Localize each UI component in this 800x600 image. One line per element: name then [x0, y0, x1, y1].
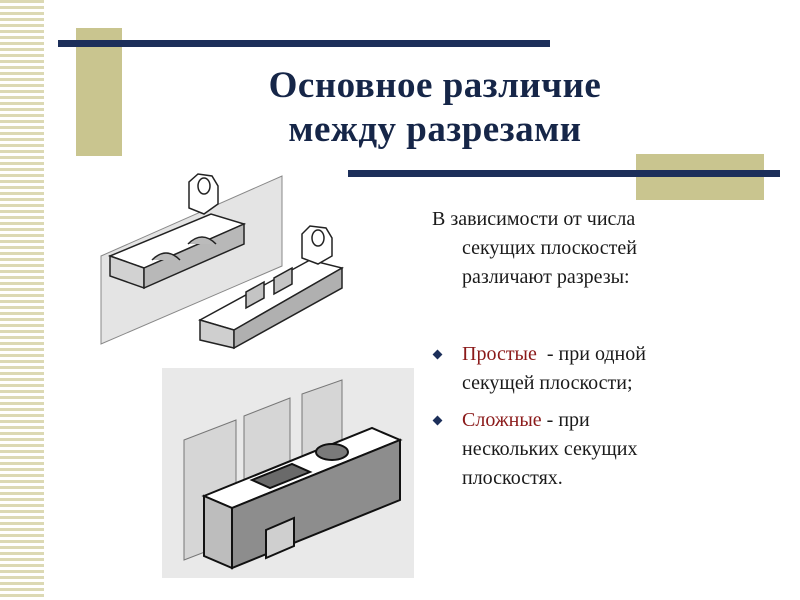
- intro-line-1: В зависимости от числа: [432, 208, 636, 230]
- intro-text: [424, 205, 754, 292]
- list-item-complex: [434, 406, 764, 493]
- simple-desc-line-1: - при одной: [536, 343, 646, 365]
- slide-title: [200, 64, 670, 152]
- complex-desc-line-1: - при: [541, 409, 590, 431]
- decor-olive-block-right: [636, 154, 764, 200]
- diamond-bullet-icon: [433, 350, 443, 360]
- decor-navy-line-right: [348, 170, 780, 177]
- simple-section-illustration: [96, 148, 346, 358]
- complex-desc-line-2: нескольких секущих: [462, 438, 638, 460]
- simple-desc-line-2: секущей плоскости;: [462, 372, 633, 394]
- title-line-1: Основное различие: [268, 65, 602, 106]
- list-item-simple: [434, 340, 764, 398]
- term-complex: Сложные: [462, 409, 542, 431]
- title-line-2: между разрезами: [288, 109, 582, 150]
- intro-line-2: секущих плоскостей: [462, 237, 637, 259]
- complex-desc-line-3: плоскостях.: [462, 467, 563, 489]
- left-striped-margin: [0, 0, 44, 600]
- intro-line-3: различают разрезы:: [462, 266, 630, 288]
- complex-section-illustration: [162, 368, 414, 578]
- decor-navy-line-top: [58, 40, 550, 47]
- section-types-list: [434, 340, 764, 501]
- decor-olive-block-top: [76, 28, 122, 156]
- diamond-bullet-icon: [433, 416, 443, 426]
- term-simple: Простые: [462, 343, 537, 365]
